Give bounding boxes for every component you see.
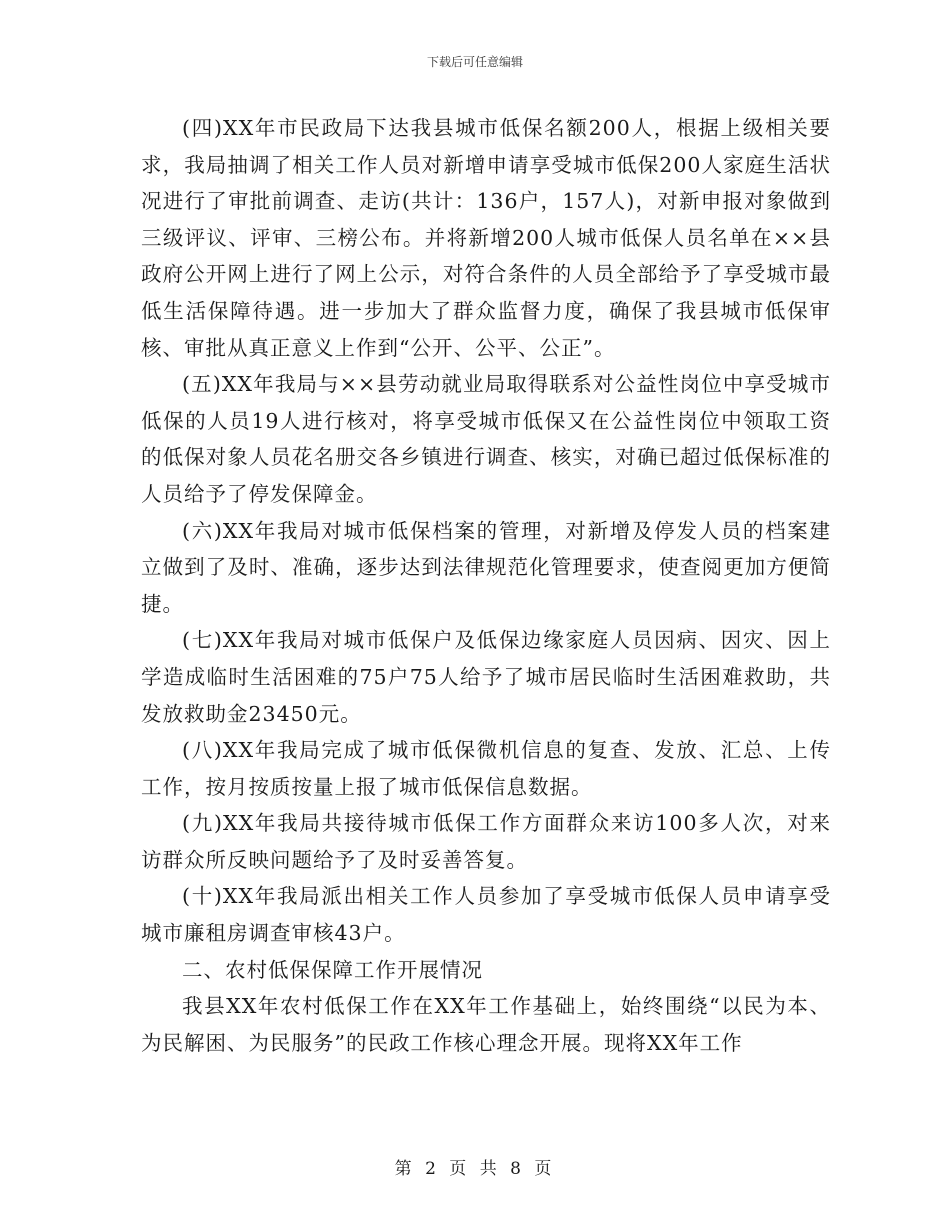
document-body (141, 110, 831, 1061)
paragraph-item-6: (六)XX年我局对城市低保档案的管理，对新增及停发人员的档案建立做到了及时、准确，逐步达到法律规范化管理要求，使查阅更加方便简捷。 (141, 518, 831, 616)
paragraph-item-5: (五)XX年我局与××县劳动就业局取得联系对公益性岗位中享受城市低保的人员19人进行核对，将享受城市低保又在公益性岗位中领取工资的低保对象人员花名册交各乡镇进行调查、核实，对确已超过低保标准的人员给予了停发保障金。 (141, 372, 831, 506)
page-footer: 第 2 页 共 8 页 (394, 1159, 556, 1179)
paragraph-item-8: (八)XX年我局完成了城市低保微机信息的复查、发放、汇总、上传工作，按月按质按量上报了城市低保信息数据。 (141, 738, 831, 799)
paragraph-item-4: (四)XX年市民政局下达我县城市低保名额200人，根据上级相关要求，我局抽调了相关工作人员对新增申请享受城市低保200人家庭生活状况进行了审批前调查、走访(共计：136户，157人)，对新申报对象做到三级评议、评审、三榜公布。并将新增200人城市低保人员名单在××县政府公开网上进行了网上公示，对符合条件的人员全部给予了享受城市最低生活保障待遇。进一步加大了群众监督力度，确保了我县城市低保审核、审批从真正意义上作到“公开、公平、公正”。 (141, 116, 831, 360)
paragraph-rural: 我县XX年农村低保工作在XX年工作基础上，始终围绕“以民为本、为民解困、为民服务”的民政工作核心理念开展。现将XX年工作 (141, 994, 831, 1055)
paragraph-item-9: (九)XX年我局共接待城市低保工作方面群众来访100多人次，对来访群众所反映问题给予了及时妥善答复。 (141, 811, 831, 872)
paragraph-item-10: (十)XX年我局派出相关工作人员参加了享受城市低保人员申请享受城市廉租房调查审核43户。 (141, 884, 831, 946)
section-heading: 二、农村低保保障工作开展情况 (182, 957, 483, 982)
page-header: 下载后可任意编辑 (426, 55, 523, 69)
paragraph-item-7: (七)XX年我局对城市低保户及低保边缘家庭人员因病、因灾、因上学造成临时生活困难的75户75人给予了城市居民临时生活困难救助，共发放救助金23450元。 (141, 628, 831, 726)
